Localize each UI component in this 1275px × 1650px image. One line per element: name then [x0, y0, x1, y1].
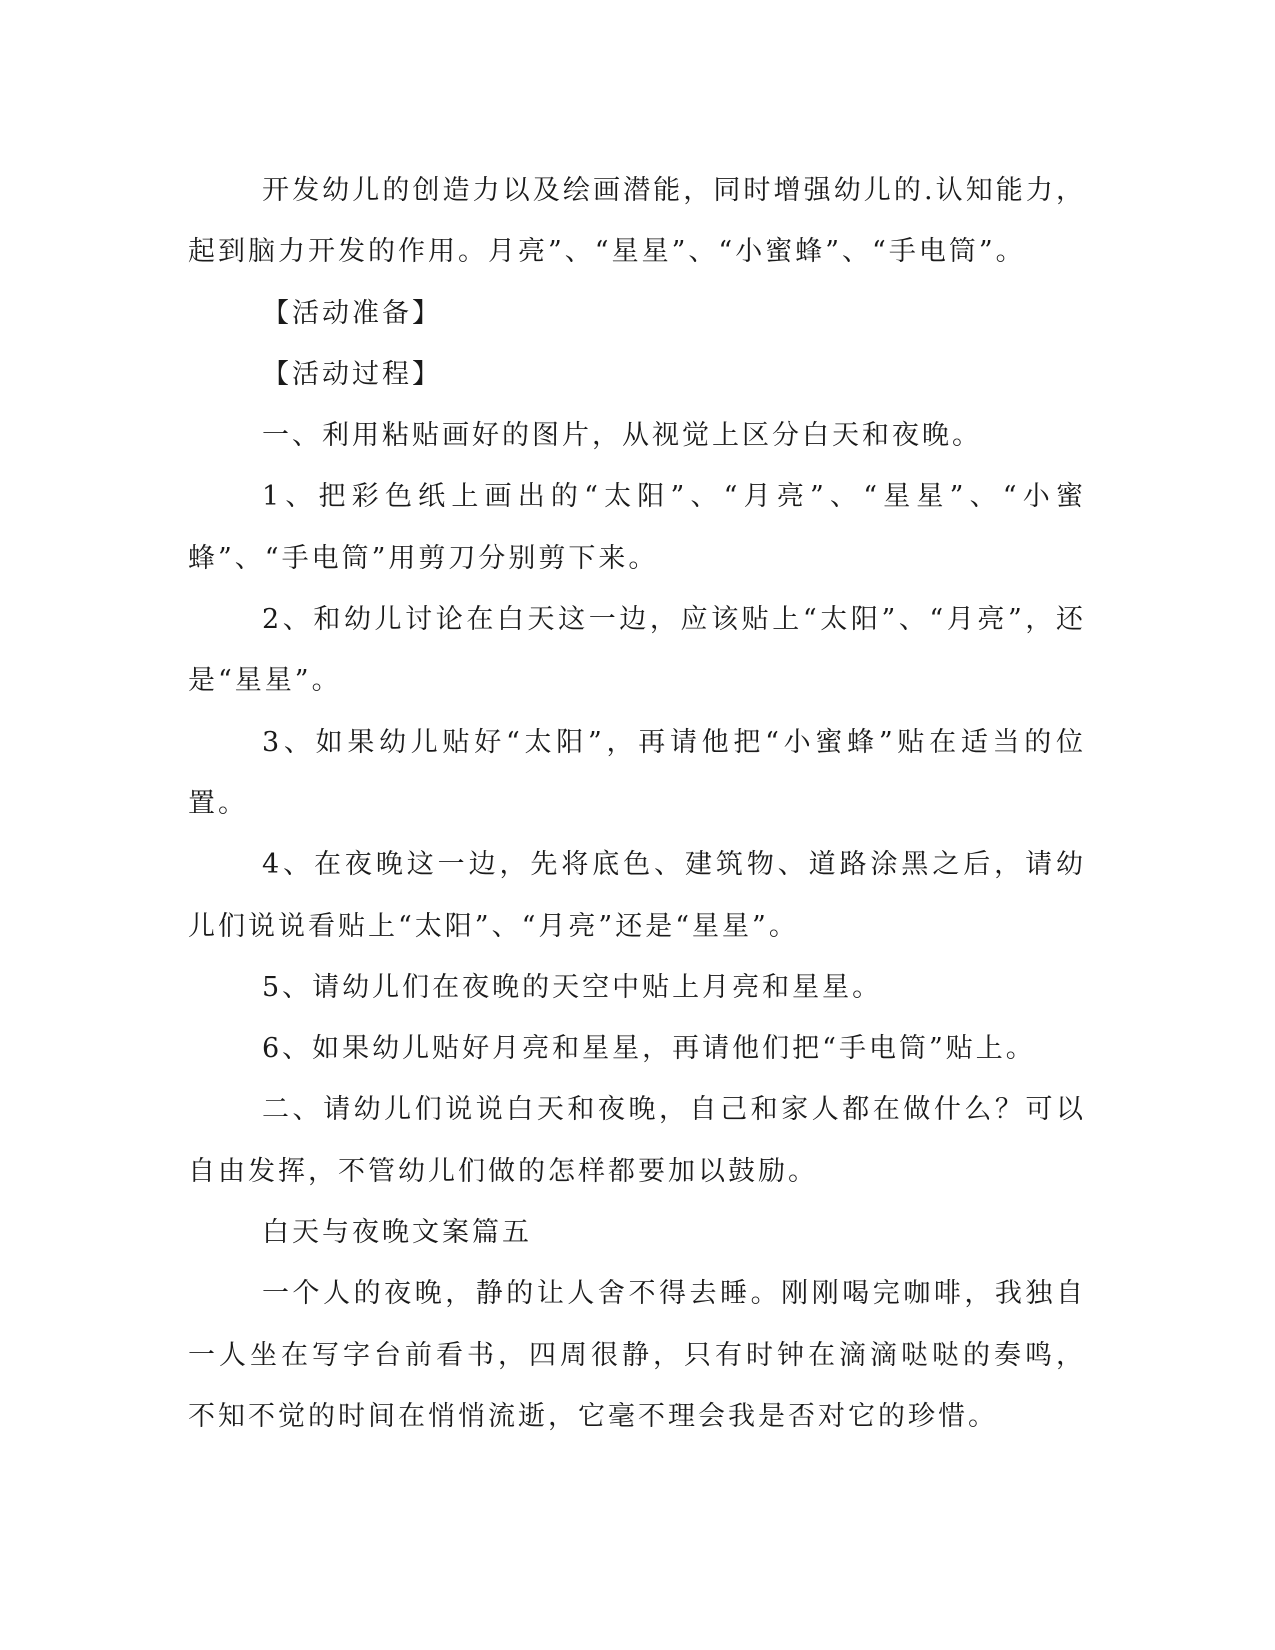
- paragraph-step-two: 二、请幼儿们说说白天和夜晚，自己和家人都在做什么？可以自由发挥，不管幼儿们做的怎样都要加以鼓励。: [188, 1094, 1086, 1187]
- paragraph-item-3: 3、如果幼儿贴好“太阳”，再请他把“小蜜蜂”贴在适当的位置。: [188, 726, 1086, 819]
- document-page: [188, 160, 1086, 1447]
- heading-activity-process: 【活动过程】: [262, 358, 442, 390]
- paragraph-essay: 一个人的夜晚，静的让人舍不得去睡。刚刚喝完咖啡，我独自一人坐在写字台前看书，四周很静，只有时钟在滴滴哒哒的奏鸣，不知不觉的时间在悄悄流逝，它毫不理会我是否对它的珍惜。: [188, 1278, 1086, 1432]
- paragraph-item-5: 5、请幼儿们在夜晚的天空中贴上月亮和星星。: [262, 971, 883, 1003]
- heading-activity-preparation: 【活动准备】: [262, 297, 442, 329]
- paragraph-item-6: 6、如果幼儿贴好月亮和星星，再请他们把“手电筒”贴上。: [262, 1033, 1036, 1065]
- section-title-part-five: 白天与夜晚文案篇五: [262, 1217, 532, 1249]
- paragraph-item-1: 1、把彩色纸上画出的“太阳”、“月亮”、“星星”、“小蜜蜂”、“手电筒”用剪刀分别剪下来。: [188, 481, 1086, 574]
- paragraph-item-4: 4、在夜晚这一边，先将底色、建筑物、道路涂黑之后，请幼儿们说说看贴上“太阳”、“月亮”还是“星星”。: [188, 849, 1086, 942]
- paragraph-intro: 开发幼儿的创造力以及绘画潜能，同时增强幼儿的.认知能力，起到脑力开发的作用。月亮”、“星星”、“小蜜蜂”、“手电筒”。: [188, 175, 1086, 268]
- paragraph-item-2: 2、和幼儿讨论在白天这一边，应该贴上“太阳”、“月亮”，还是“星星”。: [188, 604, 1086, 697]
- paragraph-step-one: 一、利用粘贴画好的图片，从视觉上区分白天和夜晚。: [262, 420, 982, 452]
